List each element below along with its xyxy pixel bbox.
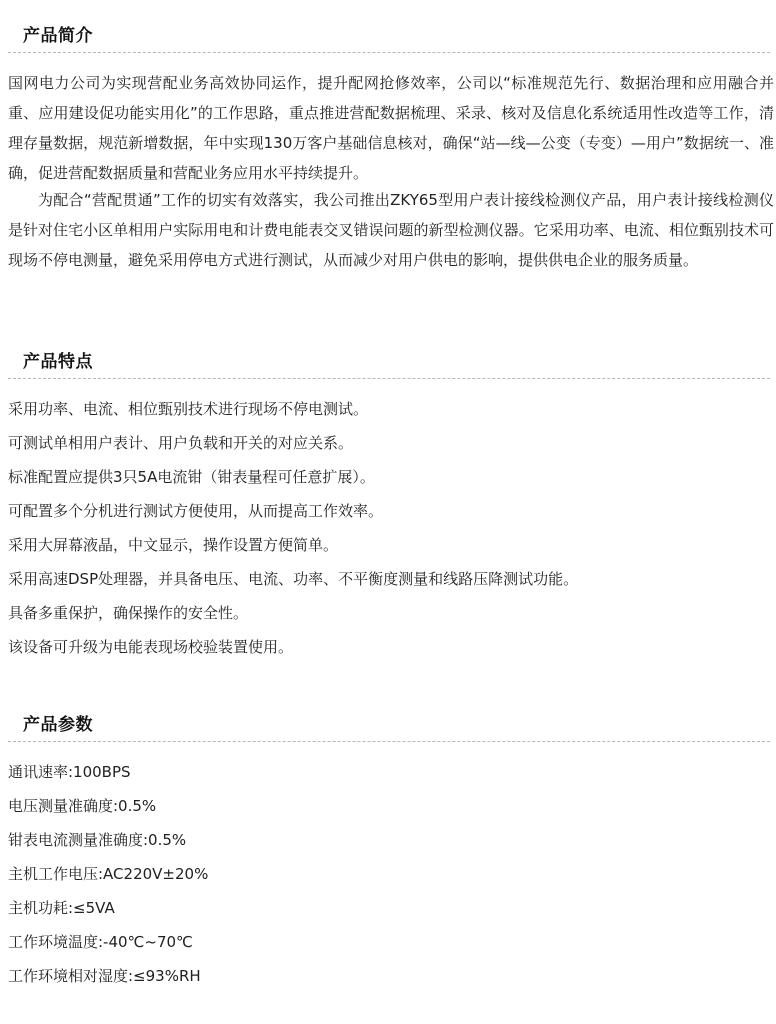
params-list	[8, 755, 774, 993]
param-item: 工作环境相对湿度:≤93%RH	[8, 967, 201, 985]
features-header	[8, 348, 770, 379]
feature-item: 采用大屏幕液晶，中文显示，操作设置方便简单。	[8, 536, 339, 554]
intro-header	[8, 22, 770, 53]
param-item: 电压测量准确度:0.5%	[8, 797, 157, 815]
features-title: 产品特点	[23, 352, 93, 372]
intro-title: 产品简介	[23, 26, 93, 46]
param-item: 主机功耗:≤5VA	[8, 899, 115, 917]
intro-paragraph-1: 国网电力公司为实现营配业务高效协同运作，提升配网抢修效率，公司以“标准规范先行、数据治理和应用融合并重、应用建设促功能实用化”的工作思路，重点推进营配数据梳理、采录、核对及信息化系统适用性改造等工作，清理存量数据，规范新增数据，年中实现130万客户基础信息核对，确保“站—线—公变（专变）—用户”数据统一、准确，促进营配数据质量和营配业务应用水平持续提升。	[8, 74, 774, 182]
intro-paragraph-2: 为配合“营配贯通”工作的切实有效落实，我公司推出ZKY65型用户表计接线检测仪产品，用户表计接线检测仪是针对住宅小区单相用户实际用电和计费电能表交叉错误问题的新型检测仪器。它采用功率、电流、相位甄别技术可现场不停电测量，避免采用停电方式进行测试，从而减少对用户供电的影响，提供供电企业的服务质量。	[8, 191, 774, 269]
params-header	[8, 711, 770, 742]
param-item: 主机工作电压:AC220V±20%	[8, 865, 209, 883]
param-item: 通讯速率:100BPS	[8, 763, 131, 781]
param-item: 工作环境温度:-40℃~70℃	[8, 933, 193, 951]
param-item: 钳表电流测量准确度:0.5%	[8, 831, 187, 849]
params-title: 产品参数	[23, 715, 93, 735]
feature-item: 采用功率、电流、相位甄别技术进行现场不停电测试。	[8, 400, 369, 418]
params-section	[0, 711, 776, 742]
feature-item: 具备多重保护，确保操作的安全性。	[8, 604, 249, 622]
feature-item: 采用高速DSP处理器，并具备电压、电流、功率、不平衡度测量和线路压降测试功能。	[8, 570, 579, 588]
features-section	[0, 348, 776, 379]
intro-section	[0, 22, 776, 53]
feature-item: 可配置多个分机进行测试方便使用，从而提高工作效率。	[8, 502, 384, 520]
features-list	[8, 392, 774, 664]
feature-item: 可测试单相用户表计、用户负载和开关的对应关系。	[8, 434, 354, 452]
feature-item: 该设备可升级为电能表现场校验装置使用。	[8, 638, 294, 656]
feature-item: 标准配置应提供3只5A电流钳（钳表量程可任意扩展）。	[8, 468, 375, 486]
